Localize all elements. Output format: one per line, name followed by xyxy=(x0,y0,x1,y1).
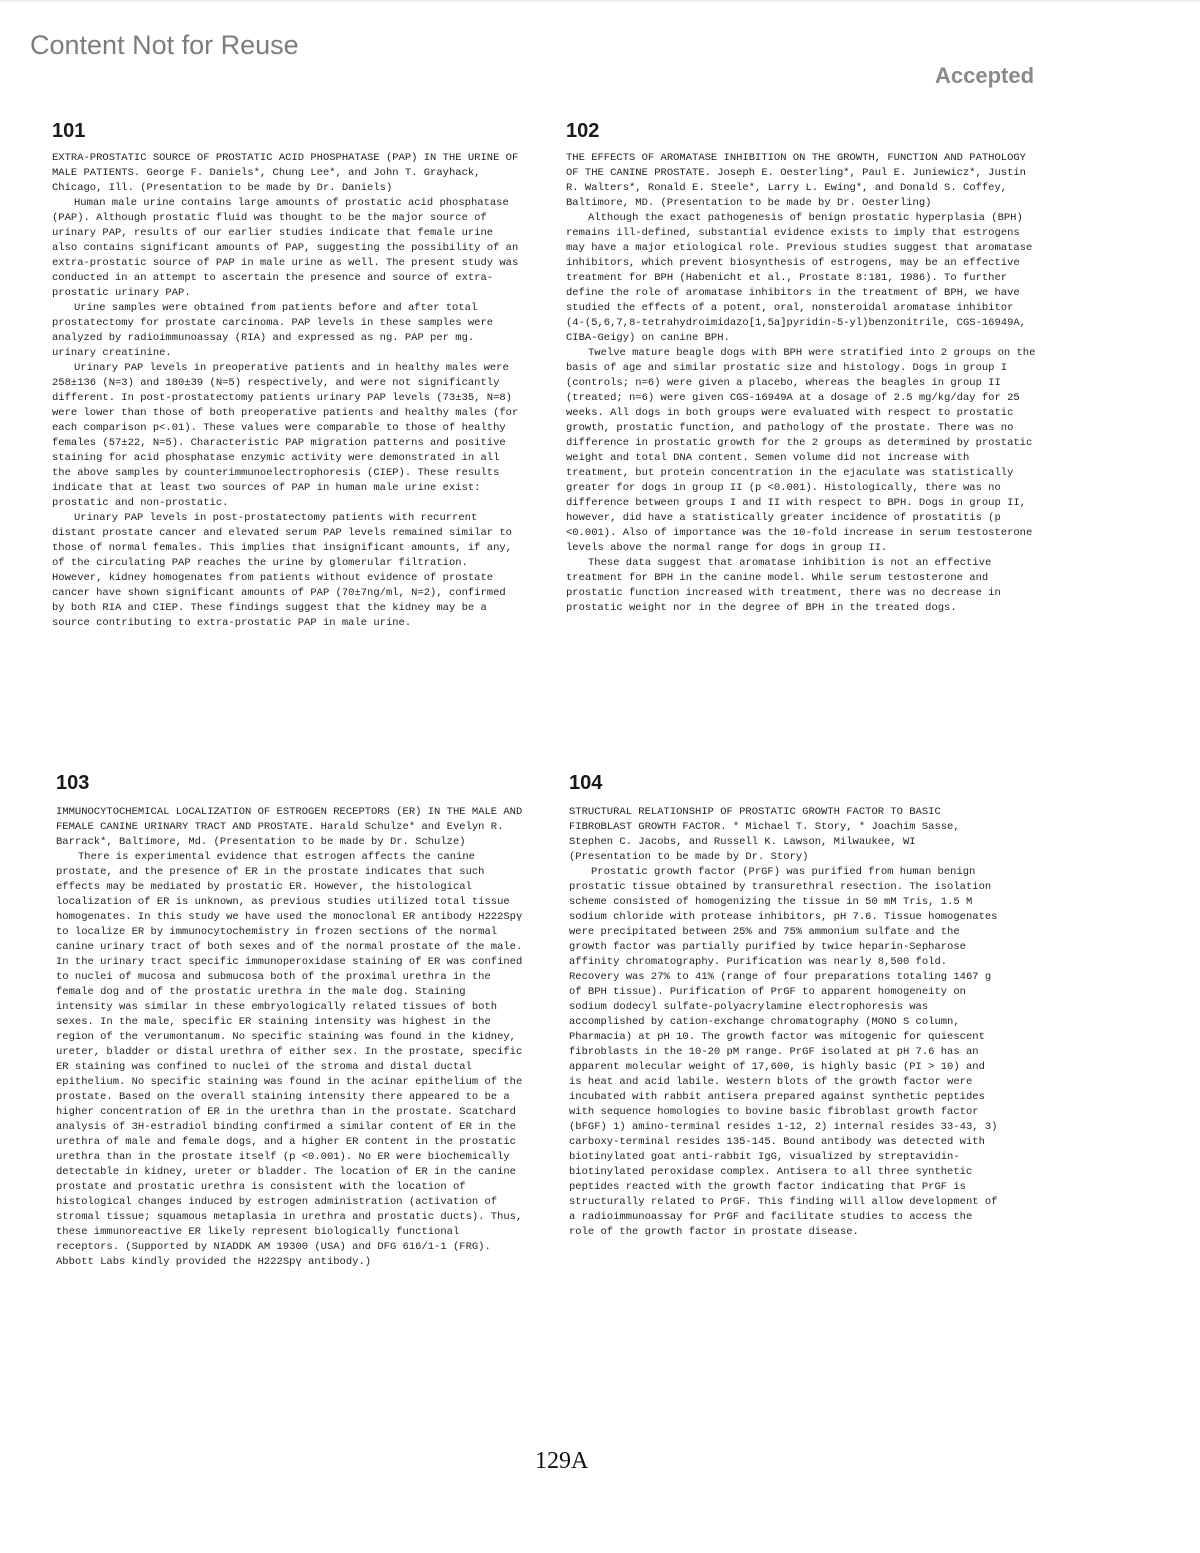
abstract-paragraph: Although the exact pathogenesis of benign prostatic hyperplasia (BPH) remains ill-defined, substantial evidence exists to imply that estrogens may have a major etiological role. Previous studies suggest that aromatase inhibitors, which prevent biosynthesis of estrogens, may be an effective treatment for BPH (Habenicht et al., Prostate 8:181, 1986). To further define the role of aromatase inhibitors in the treatment of BPH, we have studied the effects of a potent, oral, nonsteroidal aromatase inhibitor (4-(5,6,7,8-tetrahydroimidazo[1,5a]pyridin-5-yl)benzonitrile, CGS-16949A, CIBA-Geigy) on canine BPH. xyxy=(566,212,1033,344)
abstract-number: 104 xyxy=(569,772,603,794)
abstract-paragraph: Prostatic growth factor (PrGF) was purified from human benign prostatic tissue obtained by transurethral resection. The isolation scheme consisted of homogenizing the tissue in 50 mM Tris, 1.5 M sodium chloride with protease inhibitors, pH 7.6. Tissue homogenates were precipitated between 25% and 75% ammonium sulfate and the growth factor was partially purified by twice heparin-Sepharose affinity chromatography. Purification was nearly 8,500 fold. Recovery was 27% to 41% (range of four preparations totaling 1467 g of BPH tissue). Purification of PrGF to apparent homogeneity on sodium dodecyl sulfate-polyacrylamine electrophoresis was accomplished by cation-exchange chromatography (MONO S column, Pharmacia) at pH 10. The growth factor was mitogenic for quiescent fibroblasts in the 10-20 pM range. PrGF isolated at pH 7.6 has an apparent molecular weight of 17,600, is highly basic (PI > 10) and is heat and acid labile. Western blots of the growth factor were incubated with rabbit antisera prepared against synthetic peptides with sequence homologies to bovine basic fibroblast growth factor (bFGF) 1) amino-terminal resides 1-12, 2) internal resides 33-43, 3) carboxy-terminal resides 135-145. Bound antibody was detected with biotinylated goat anti-rabbit IgG, visualized by streptavidin-biotinylated peroxidase complex. Antisera to all three synthetic peptides reacted with the growth factor indicating that PrGF is structurally related to PrGF. This finding will allow development of a radioimmunoassay for PrGF and facilitate studies to access the role of the growth factor in prostate disease. xyxy=(569,866,998,1238)
page-top-rule xyxy=(0,0,1200,2)
abstract-number: 102 xyxy=(566,120,600,142)
page-number: 129A xyxy=(535,1448,589,1474)
abstract-number: 103 xyxy=(56,772,90,794)
abstract-102 xyxy=(566,151,1036,616)
abstract-paragraph: Urinary PAP levels in post-prostatectomy patients with recurrent distant prostate cancer and elevated serum PAP levels remained similar to those of normal females. This implies that insignificant amounts, if any, of the circulating PAP reaches the urine by glomerular filtration. However, kidney homogenates from patients without evidence of prostate cancer have shown significant amounts of PAP (70±7ng/ml, N=2), confirmed by both RIA and CIEP. These findings suggest that the kidney may be a source contributing to extra-prostatic PAP in male urine. xyxy=(52,512,512,629)
abstract-103 xyxy=(56,805,526,1270)
abstract-paragraph: These data suggest that aromatase inhibition is not an effective treatment for BPH in the canine model. While serum testosterone and prostatic function increased with treatment, there was no decrease in prostatic weight nor in the degree of BPH in the treated dogs. xyxy=(566,557,1001,614)
abstract-paragraph: Human male urine contains large amounts of prostatic acid phosphatase (PAP). Although prostatic fluid was thought to be the major source of urinary PAP, results of our earlier studies indicate that female urine also contains significant amounts of PAP, suggesting the possibility of an extra-prostatic source of PAP in male urine as well. The present study was conducted in an attempt to ascertain the presence and source of extra-prostatic urinary PAP. xyxy=(52,197,519,299)
abstract-paragraph: There is experimental evidence that estrogen affects the canine prostate, and the presence of ER in the prostate indicates that such effects may be mediated by prostatic ER. However, the histological localization of ER is unknown, as previous studies utilized total tissue homogenates. In this study we have used the monoclonal ER antibody H222Spγ to localize ER by immunocytochemistry in frozen sections of the normal canine urinary tract of both sexes and of the normal prostate of the male. In the urinary tract specific immunoperoxidase staining of ER was confined to nuclei of mucosa and submucosa both of the proximal urethra in the female dog and of the prostatic urethra in the male dog. Staining intensity was similar in these embryologically related tissues of both sexes. In the male, specific ER staining intensity was highest in the region of the verumontanum. No specific staining was found in the kidney, ureter, bladder or distal urethra of either sex. In the prostate, specific ER staining was confined to nuclei of the stroma and distal ductal epithelium. No specific staining was found in the acinar epithelium of the prostate. Based on the overall staining intensity there appeared to be a higher concentration of ER in the urethra than in the prostate. Scatchard analysis of 3H-estradiol binding confirmed a similar content of ER in the urethra of male and female dogs, and a higher ER content in the prostatic urethra than in the prostate itself (p <0.001). No ER were biochemically detectable in kidney, ureter or bladder. The location of ER in the canine prostate and prostatic urethra is consistent with the location of histological changes induced by estrogen administration (activation of stromal tissue; squamous metaplasia in urethra and prostatic ducts). Thus, these immunoreactive ER likely represent biologically functional receptors. (Supported by NIADDK AM 19300 (USA) and DFG 616/1-1 (FRG). Abbott Labs kindly provided the H222Spγ antibody.) xyxy=(56,851,523,1268)
abstract-header: IMMUNOCYTOCHEMICAL LOCALIZATION OF ESTROGEN RECEPTORS (ER) IN THE MALE AND FEMALE CANINE URINARY TRACT AND PROSTATE. Harald Schulze* and Evelyn R. Barrack*, Baltimore, Md. (Presentation to be made by Dr. Schulze) xyxy=(56,806,523,848)
abstract-header: THE EFFECTS OF AROMATASE INHIBITION ON THE GROWTH, FUNCTION AND PATHOLOGY OF THE CANINE PROSTATE. Joseph E. Oesterling*, Paul E. Juniewicz*, Justin R. Walters*, Ronald E. Steele*, Larry L. Ewing*, and Donald S. Coffey, Baltimore, MD. (Presentation to be made by Dr. Oesterling) xyxy=(566,152,1026,209)
abstract-paragraph: Urine samples were obtained from patients before and after total prostatectomy for prostate carcinoma. PAP levels in these samples were analyzed by radioimmunoassay (RIA) and expressed as ng. PAP per mg. urinary creatinine. xyxy=(52,302,494,359)
watermark-text: Content Not for Reuse xyxy=(30,30,299,60)
abstract-101 xyxy=(52,151,522,631)
abstract-number: 101 xyxy=(52,120,86,142)
abstract-header: EXTRA-PROSTATIC SOURCE OF PROSTATIC ACID PHOSPHATASE (PAP) IN THE URINE OF MALE PATIENTS. George F. Daniels*, Chung Lee*, and John T. Grayhack, Chicago, Ill. (Presentation to be made by Dr. Daniels) xyxy=(52,152,519,194)
abstract-header: STRUCTURAL RELATIONSHIP OF PROSTATIC GROWTH FACTOR TO BASIC FIBROBLAST GROWTH FACTOR. * Michael T. Story, * Joachim Sasse, Stephen C. Jacobs, and Russell K. Lawson, Milwaukee, WI (Presentation to be made by Dr. Story) xyxy=(569,806,960,863)
abstract-paragraph: Twelve mature beagle dogs with BPH were stratified into 2 groups on the basis of age and similar prostatic size and histology. Dogs in group I (controls; n=6) were given a placebo, whereas the beagles in group II (treated; n=6) were given CGS-16949A at a dosage of 2.5 mg/kg/day for 25 weeks. All dogs in both groups were evaluated with respect to prostatic growth, prostatic function, and pathology of the prostate. There was no difference in prostatic growth for the 2 groups as determined by prostatic weight and total DNA content. Semen volume did not increase with treatment, but protein concentration in the ejaculate was statistically greater for dogs in group II (p <0.001). Histologically, there was no difference between groups I and II with respect to BPH. Dogs in group II, however, did have a statistically greater incidence of prostatitis (p <0.001). Also of importance was the 10-fold increase in serum testosterone levels above the normal range for dogs in group II. xyxy=(566,347,1036,554)
accepted-stamp: Accepted xyxy=(935,63,1035,88)
abstract-paragraph: Urinary PAP levels in preoperative patients and in healthy males were 258±136 (N=3) and 180±39 (N=5) respectively, and were not significantly different. In post-prostatectomy patients urinary PAP levels (73±35, N=8) were lower than those of both preoperative patients and healthy males (for each comparison p<.01). These values were comparable to those of healthy females (57±22, N=5). Characteristic PAP migration patterns and positive staining for acid phosphatase enzymic activity were demonstrated in all the above samples by counterimmunoelectrophoresis (CIEP). These results indicate that at least two sources of PAP in human male urine exist: prostatic and non-prostatic. xyxy=(52,362,519,509)
abstract-104 xyxy=(569,805,999,1240)
